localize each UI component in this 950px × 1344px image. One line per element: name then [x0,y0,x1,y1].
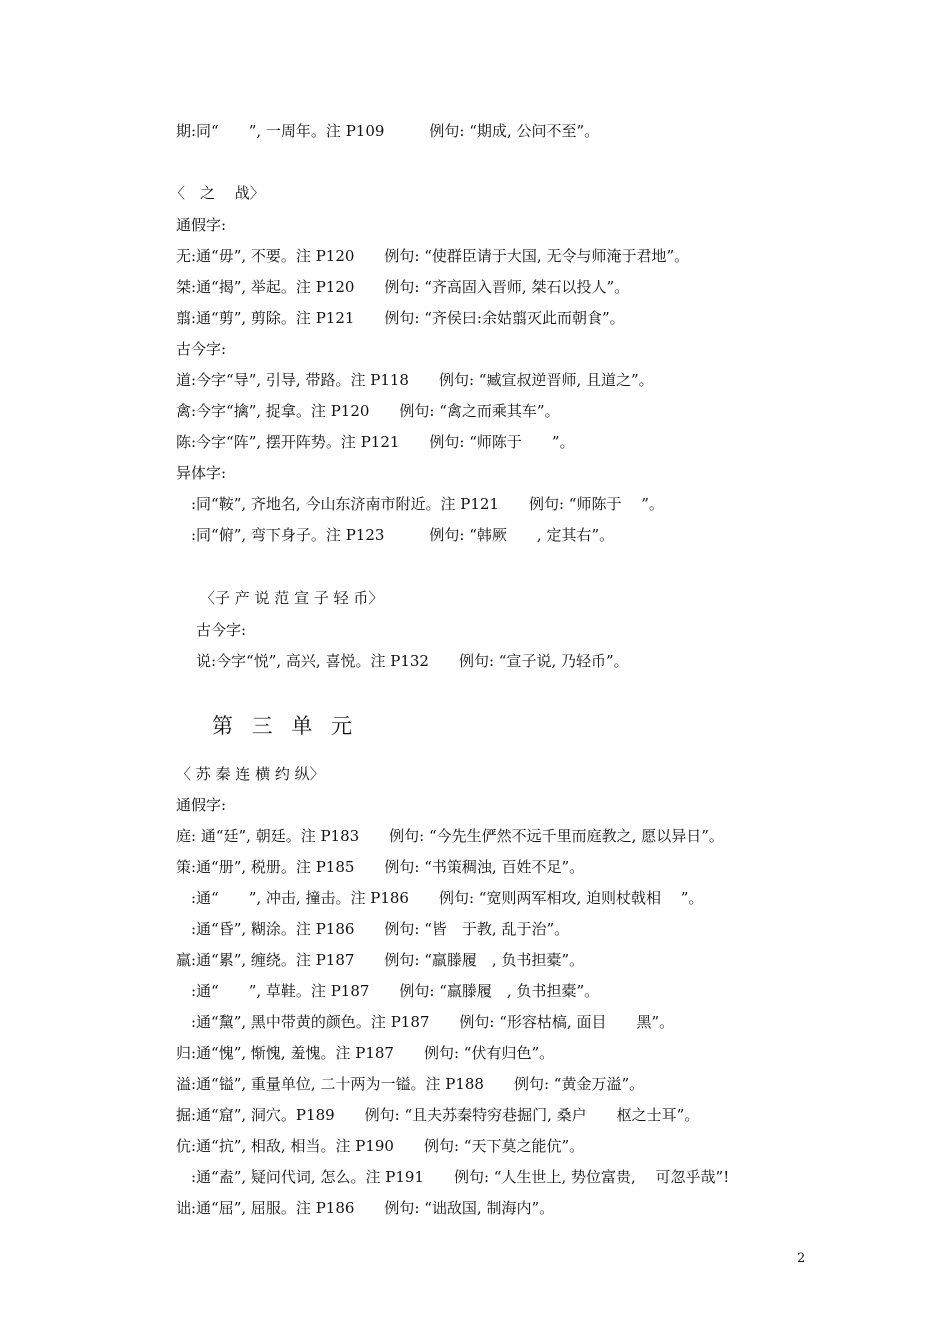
text-line: 道:今字“导”, 引导, 带路。注 P118 例句: “臧宣叔逆晋师, 且道之”。 [176,371,654,389]
page-number: 2 [797,1251,806,1266]
text-line: 诎:通“屈”, 屈服。注 P186 例句: “诎敌国, 制海内”。 [176,1199,555,1217]
category-heading: 通假字: [176,796,227,814]
text-line: :通“ ”, 冲击, 撞击。注 P186 例句: “宽则两军相攻, 迫则杖戟相 ”。 [176,889,704,907]
text-line: :通“盍”, 疑问代词, 怎么。注 P191 例句: “人生世上, 势位富贵, 可忽乎哉”! [176,1168,730,1186]
text-line: 无:通“毋”, 不要。注 P120 例句: “使群臣请于大国, 无令与师淹于君地”。 [176,247,690,265]
text-line: 陈:今字“阵”, 摆开阵势。注 P121 例句: “师陈于 ”。 [176,433,575,451]
text-line: :同“俯”, 弯下身子。注 P123 例句: “韩厥 , 定其右”。 [176,526,615,544]
section-title: 〈 苏 秦 连 横 约 纵〉 [176,765,325,783]
text-line: 羸:通“累”, 缠绕。注 P187 例句: “羸滕履 , 负书担橐”。 [176,951,585,969]
text-line: 庭: 通“廷”, 朝廷。注 P183 例句: “今先生俨然不远千里而庭教之, 愿以异日”。 [176,827,724,845]
text-line: 禽:今字“擒”, 捉拿。注 P120 例句: “禽之而乘其车”。 [176,402,560,420]
text-line: 翦:通“剪”, 剪除。注 P121 例句: “齐侯曰:余姑翦灭此而朝食”。 [176,309,625,327]
text-line: :通“ ”, 草鞋。注 P187 例句: “羸滕履 , 负书担橐”。 [176,982,600,1000]
text-line: 掘:通“窟”, 洞穴。P189 例句: “且夫苏秦特穷巷掘门, 桑户 枢之士耳”。 [176,1106,700,1124]
unit-heading: 第 三 单 元 [212,714,359,738]
text-line: 策:通“册”, 税册。注 P185 例句: “书策稠浊, 百姓不足”。 [176,858,585,876]
category-heading: 通假字: [176,216,227,234]
section-title: 〈 之 战〉 [170,184,265,202]
section-title: 〈子 产 说 范 宣 子 轻 币〉 [200,589,384,607]
text-line: 归:通“愧”, 惭愧, 羞愧。注 P187 例句: “伏有归色”。 [176,1044,555,1062]
text-line: :通“昏”, 糊涂。注 P186 例句: “皆 于教, 乱于治”。 [176,920,570,938]
category-heading: 异体字: [176,464,227,482]
category-heading: 古今字: [176,340,227,358]
category-heading: 古今字: [196,621,247,639]
text-line: 伉:通“抗”, 相敌, 相当。注 P190 例句: “天下莫之能伉”。 [176,1137,585,1155]
text-line: 溢:通“镒”, 重量单位, 二十两为一镒。注 P188 例句: “黄金万溢”。 [176,1075,645,1093]
text-line: 桀:通“揭”, 举起。注 P120 例句: “齐高固入晋师, 桀石以投人”。 [176,278,630,296]
text-line: 期:同“ ”, 一周年。注 P109 例句: “期成, 公问不至”。 [176,122,600,140]
text-line: :同“鞍”, 齐地名, 今山东济南市附近。注 P121 例句: “师陈于 ”。 [176,495,664,513]
text-line: :通“黧”, 黑中带黄的颜色。注 P187 例句: “形容枯槁, 面目 黑”。 [176,1013,675,1031]
text-line: 说:今字“悦”, 高兴, 喜悦。注 P132 例句: “宣子说, 乃轻币”。 [196,652,629,670]
